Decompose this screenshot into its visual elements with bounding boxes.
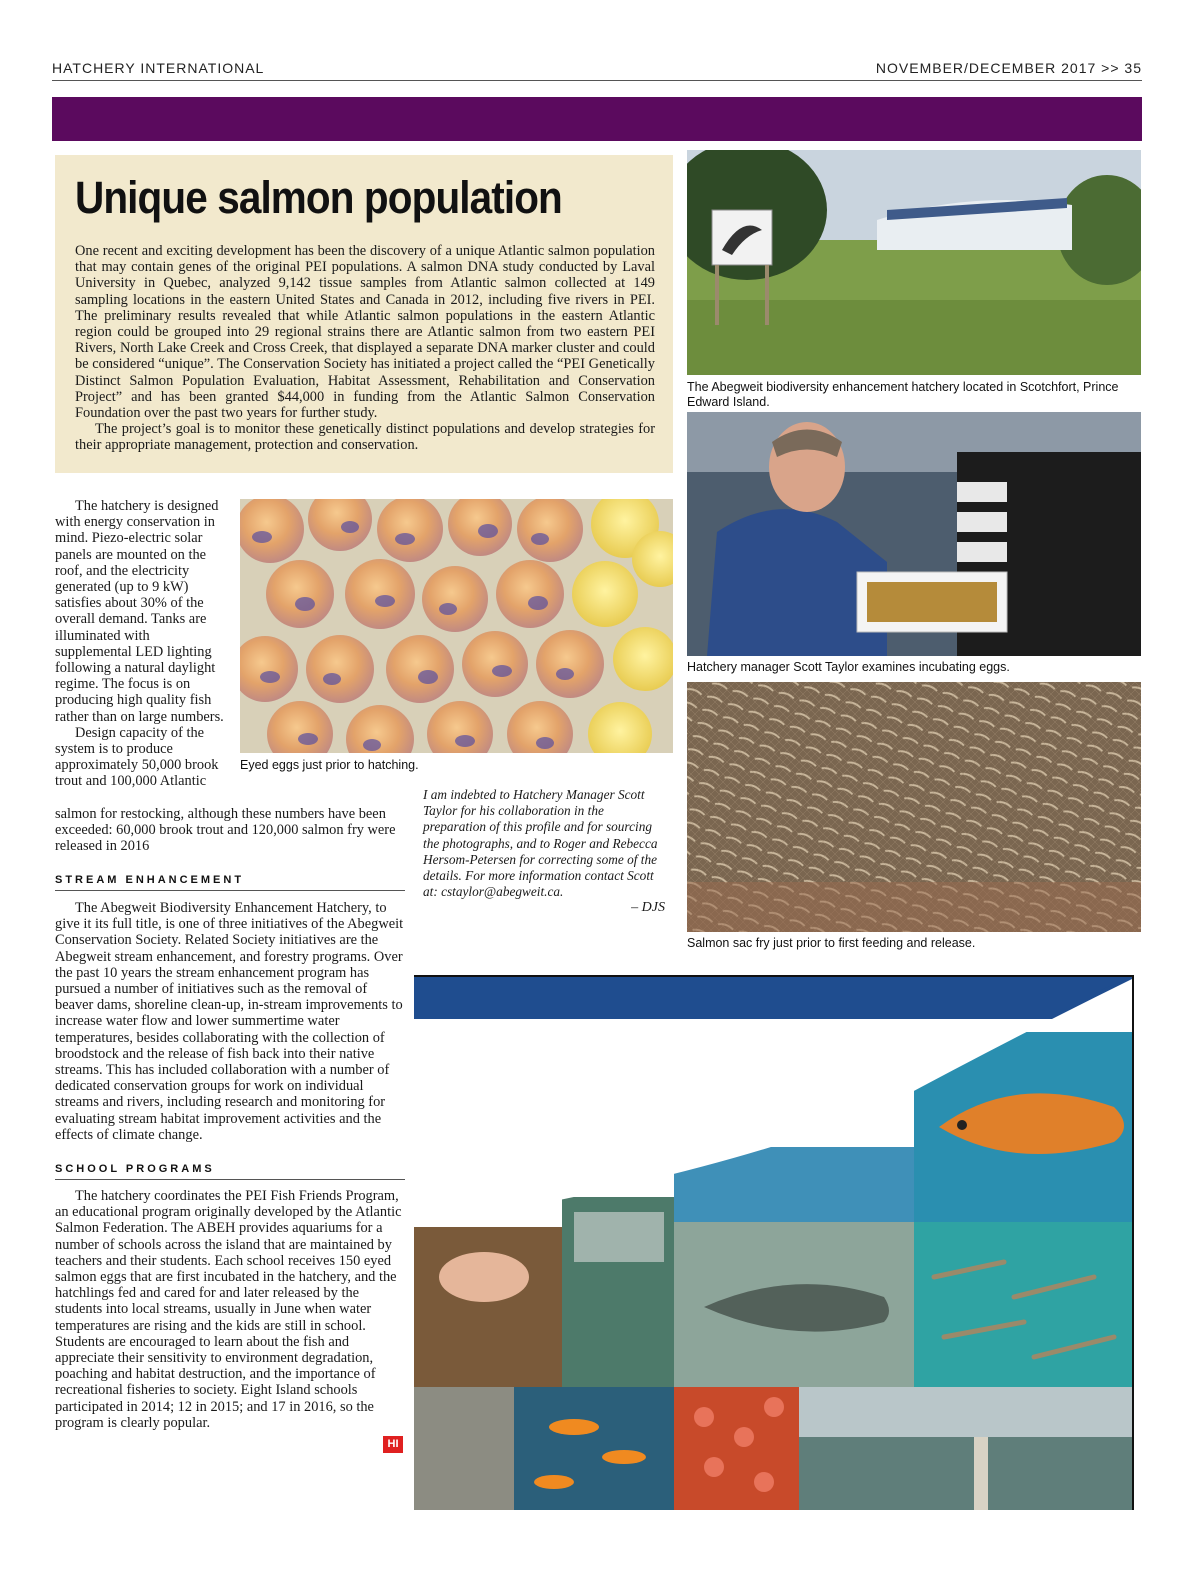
hatchery-building-illustration xyxy=(687,150,1141,375)
manager-illustration xyxy=(687,412,1141,656)
body-paragraph: Design capacity of the system is to produce approximately 50,000 brook trout and 100,000 Atlantic xyxy=(55,724,219,790)
purple-banner xyxy=(52,97,1142,141)
stream-enhancement-heading: STREAM ENHANCEMENT xyxy=(55,874,405,891)
sidebar-paragraph: One recent and exciting development has been the discovery of a unique Atlantic salmon population that may contain genes of the original PEI populations. A salmon DNA study conducted by Laval University in Quebec, analyzed 9,142 tissue samples from Atlantic salmon collected at 149 sampling locations in the eastern United States and Canada in 2012, including five rivers in PEI. The preliminary results revealed that while Atlantic salmon populations in the eastern Atlantic region could be grouped into 29 regional strains there are Atlantic salmon from two eastern PEI Rivers, North Lake Creek and Cross Creek, that displayed a separate DNA marker cluster and could be considered “unique”. The Conservation Society has initiated a project called the “PEI Genetically Distinct Salmon Population Evaluation, Habitat Assessment, Rehabilitation and Conservation Project” and has been granted $44,000 in funding from the Atlantic Salmon Conservation Foundation over the past two years for further study. xyxy=(75,243,655,422)
sidebar-body xyxy=(75,243,655,454)
salmon-fry-photo xyxy=(687,682,1141,932)
ad-collage-illustration xyxy=(414,977,1132,1510)
advertisement xyxy=(414,975,1134,1510)
stream-enhancement-body xyxy=(55,900,405,1143)
sidebar-paragraph: The project’s goal is to monitor these genetically distinct populations and develop strategies for their appropriate management, protection and conservation. xyxy=(75,421,655,454)
running-head xyxy=(52,60,1142,81)
hatchery-building-photo xyxy=(687,150,1141,375)
sidebar-title: Unique salmon population xyxy=(75,172,562,223)
school-programs-body xyxy=(55,1188,405,1431)
salmon-fry-caption: Salmon sac fry just prior to first feeding and release. xyxy=(687,936,976,950)
end-of-article-mark: HI xyxy=(383,1436,403,1453)
issue-and-page: NOVEMBER/DECEMBER 2017 >> 35 xyxy=(875,60,1142,76)
author-credit: I am indebted to Hatchery Manager Scott Taylor for his collaboration in the preparation of this profile and for sourcing the photographs, and to Roger and Rebecca Hersom-Petersen for correcting some of the details. For more information contact Scott at: cstaylor@abegweit.ca. xyxy=(423,787,658,900)
body-paragraph: The hatchery is designed with energy conservation in mind. Piezo-electric solar panels are mounted on the roof, and the electricity generated (up to 9 kW) satisfies about 30% of the overall demand. Tanks are illuminated with supplemental LED lighting following a natural daylight regime. The focus is on producing high quality fish rather than on large numbers. xyxy=(55,498,224,725)
hatchery-manager-photo xyxy=(687,412,1141,656)
eyed-eggs-illustration xyxy=(240,499,673,753)
intro-continuation xyxy=(55,806,405,855)
body-paragraph-continued: salmon for restocking, although these numbers have been exceeded: 60,000 brook trout and 120,000 salmon fry were released in 2016 xyxy=(55,806,396,855)
eyed-eggs-photo xyxy=(240,499,673,753)
body-paragraph: The Abegweit Biodiversity Enhancement Hatchery, to give it its full title, is one of three initiatives of the Abegweit Conservation Society. Related Society initiatives are the Abegweit stream enhancement, and forestry programs. Over the past 10 years the stream enhancement program has pursued a number of initiatives such as the removal of beaver dams, shoreline clean-up, in-stream improvements to increase water flow and lower summertime water temperatures, besides collaborating with the collection of broodstock and the release of fish back into their native streams. This has included collaboration with a number of dedicated conservation groups for work on individual streams and rivers, including research and monitoring for evaluating stream habitat improvement activities and the effects of climate change. xyxy=(55,900,404,1143)
publication-name: HATCHERY INTERNATIONAL xyxy=(52,60,265,76)
hatchery-building-caption: The Abegweit biodiversity enhancement hatchery located in Scotchfort, Prince Edward Island. xyxy=(687,380,1119,409)
intro-column xyxy=(55,498,227,790)
body-paragraph: The hatchery coordinates the PEI Fish Friends Program, an educational program originally developed by the Atlantic Salmon Federation. The ABEH provides aquariums for a number of schools across the island that are maintained by teachers and their students. Each school receives 150 eyed salmon eggs that are first incubated in the hatchery, and the hatchlings fed and cared for and later released by the students into local streams, usually in June when water temperatures are rising and the kids are still in school. Students are encouraged to learn about the fish and appreciate their sensitivity to environment degradation, poaching and habitat destruction, and the importance of recreational fisheries to society. Eight Island schools participated in 2014; 12 in 2015; and 17 in 2016, so the program is clearly popular. xyxy=(55,1188,402,1431)
author-signature: – DJS xyxy=(631,900,665,915)
school-programs-heading: SCHOOL PROGRAMS xyxy=(55,1163,405,1180)
hatchery-manager-caption: Hatchery manager Scott Taylor examines incubating eggs. xyxy=(687,660,1010,674)
eyed-eggs-caption: Eyed eggs just prior to hatching. xyxy=(240,758,419,772)
salmon-fry-illustration xyxy=(687,682,1141,932)
